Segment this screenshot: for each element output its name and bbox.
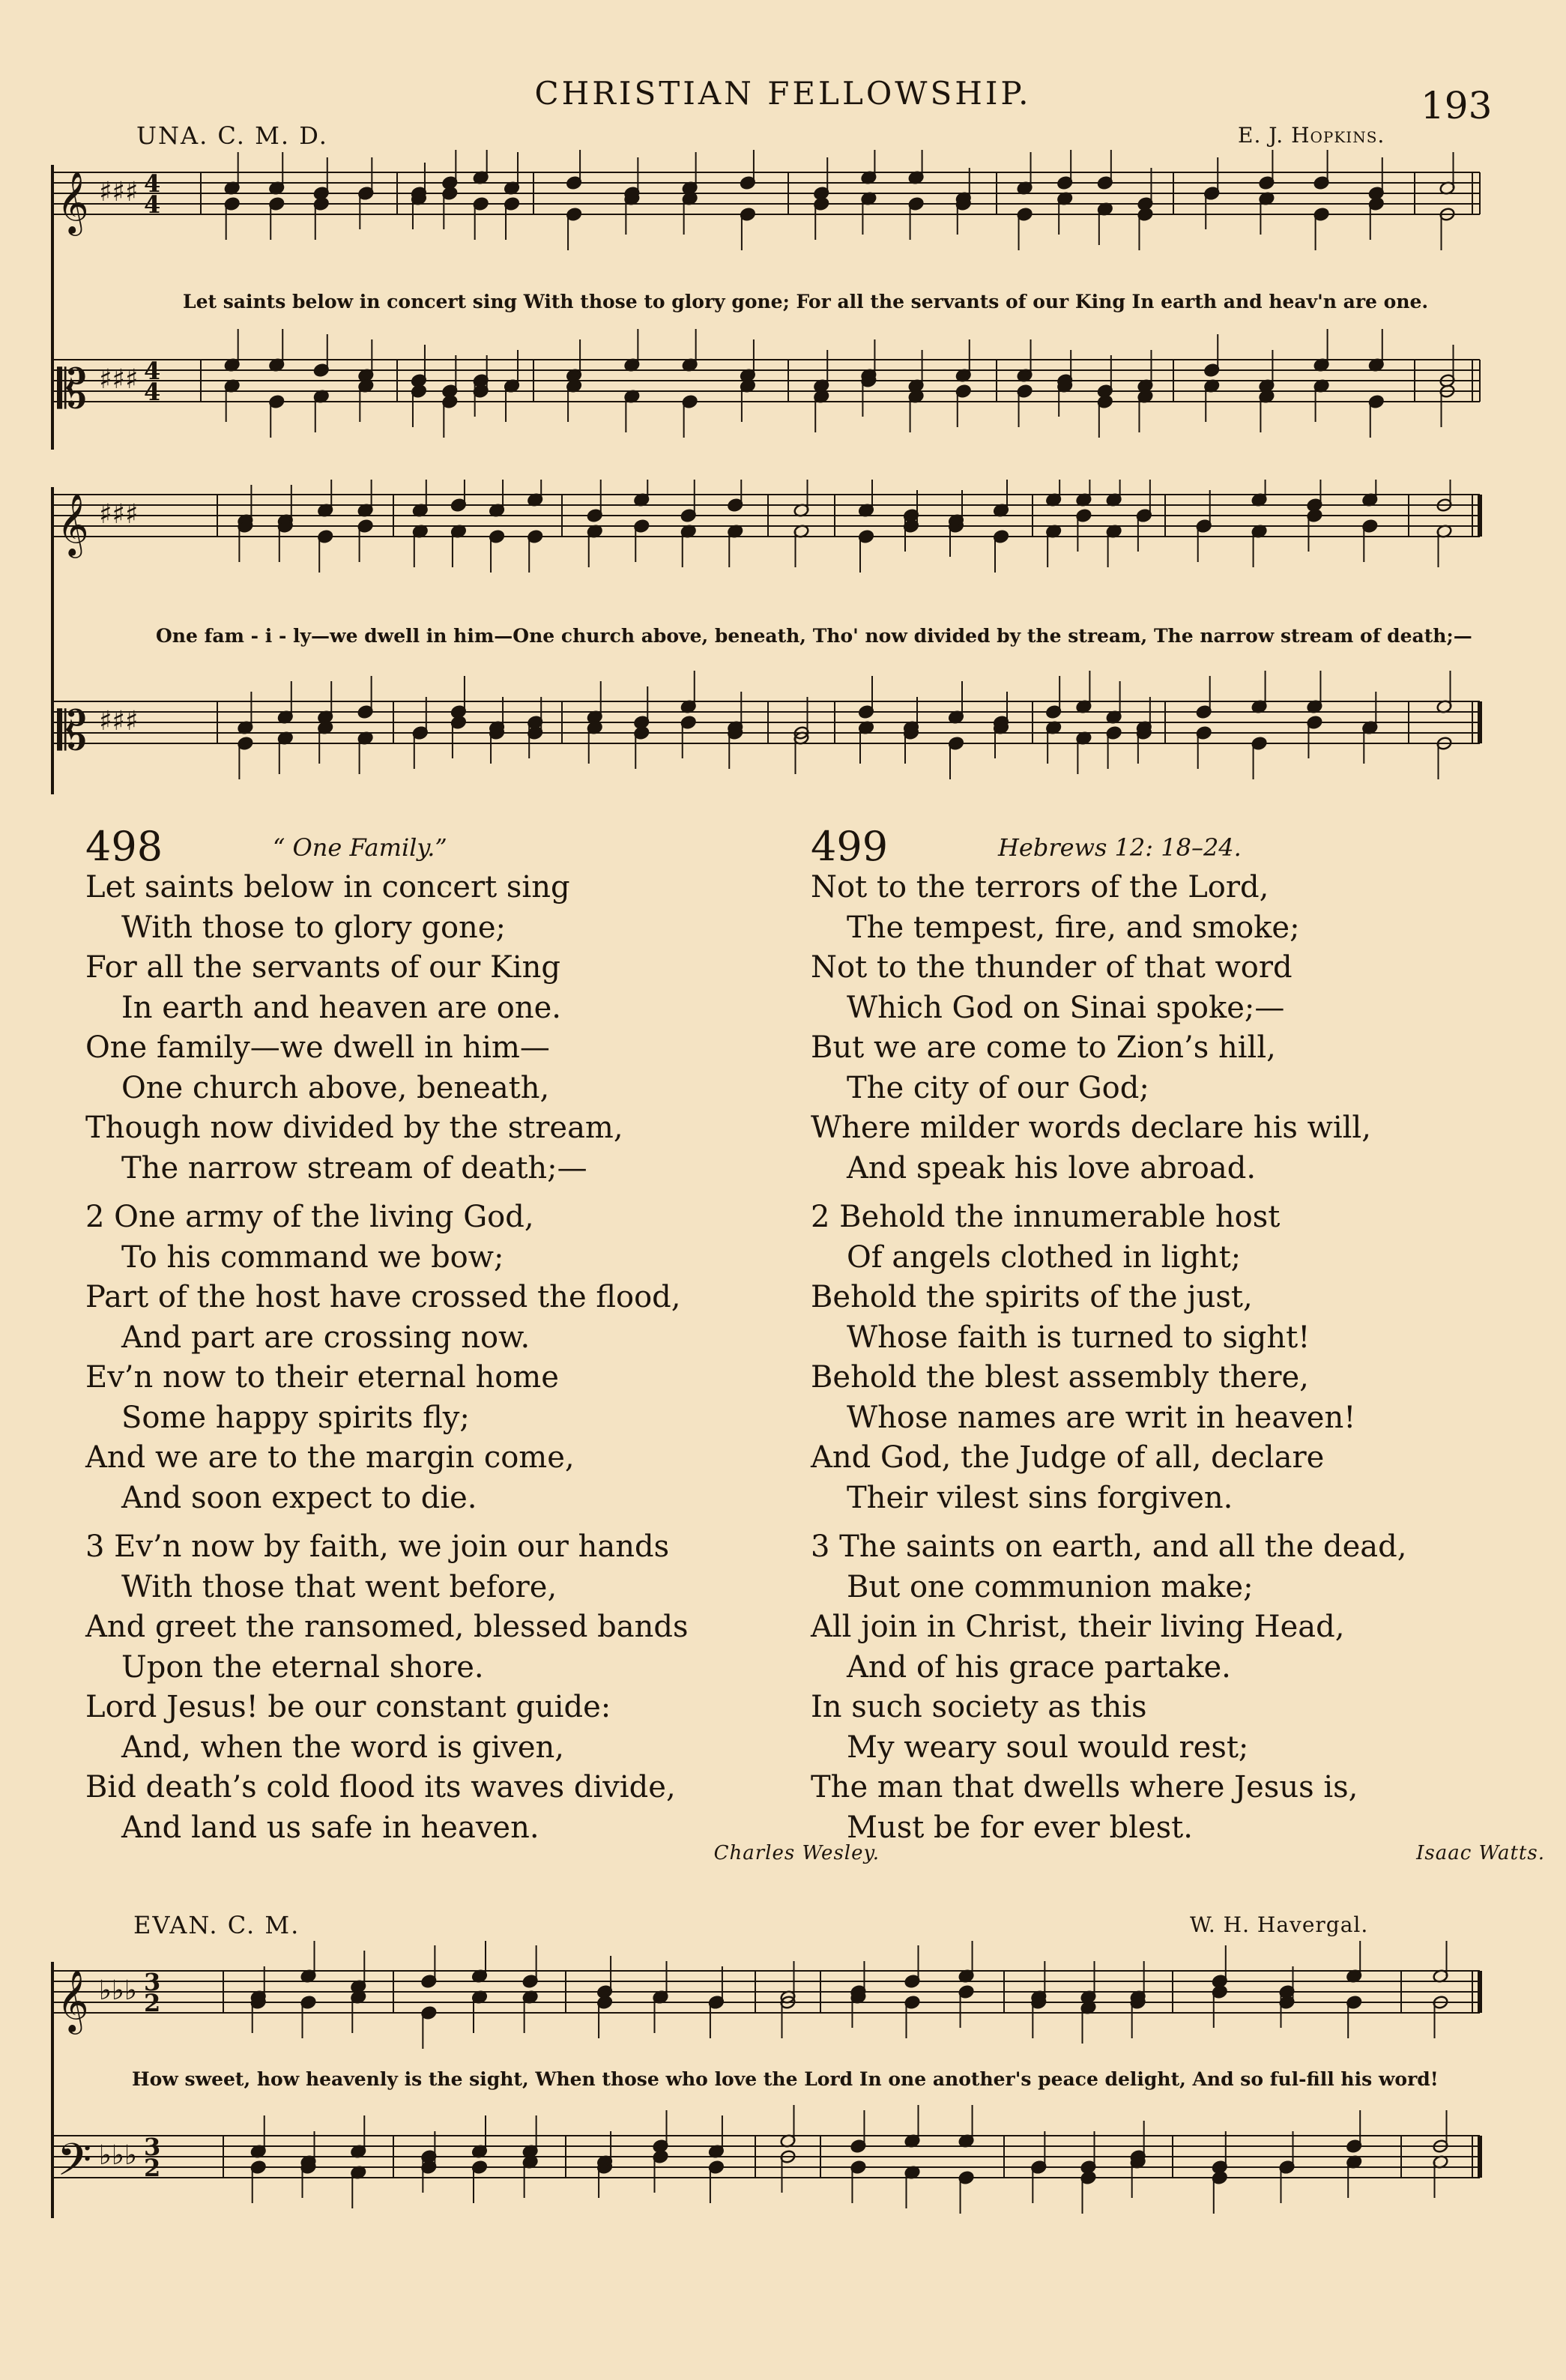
hymn-number: 498 [85, 823, 163, 870]
hymn-author: Charles Wesley. [713, 1842, 880, 1864]
verse-line: And we are to the margin come, [85, 1440, 575, 1475]
verse-line: And God, the Judge of all, declare [811, 1440, 1325, 1475]
verse-line: One family—we dwell in him— [85, 1030, 550, 1065]
verse-line: 3 Ev’n now by faith, we join our hands [85, 1529, 670, 1564]
lyrics-evan: How sweet, how heavenly is the sight, When those who love the Lord In one another's peace delight, And so ful-fill his word! [132, 2068, 1439, 2090]
verse-line: My weary soul would rest; [847, 1730, 1249, 1765]
tune-name-evan: EVAN. C. M. [133, 1911, 300, 1939]
clef-symbol: 𝄞 [57, 1969, 89, 2032]
verse-line: But we are come to Zion’s hill, [811, 1030, 1276, 1065]
verse-line: Of angels clothed in light; [847, 1239, 1242, 1275]
verse-line: One church above, beneath, [121, 1070, 550, 1105]
lyrics-una-line1: Let saints below in concert sing With those to glory gone; For all the servants of our King In earth and heav'n are one. [183, 291, 1429, 312]
verse-line: And soon expect to die. [121, 1480, 477, 1515]
verse-line: Though now divided by the stream, [85, 1111, 623, 1145]
page-number: 193 [1421, 84, 1493, 127]
verse-line: Behold the blest assembly there, [811, 1360, 1309, 1395]
time-signature: 4 [144, 190, 161, 219]
stanza [85, 868, 805, 1189]
verse-line: Lord Jesus! be our constant guide: [85, 1690, 611, 1724]
verse-line: And greet the ransomed, blessed bands [85, 1610, 689, 1644]
hymn-499 [811, 823, 1545, 1864]
verse-line: Not to the terrors of the Lord, [811, 870, 1269, 904]
verse-line: In earth and heaven are one. [121, 990, 562, 1025]
verse-line: The narrow stream of death;— [121, 1150, 587, 1186]
stanza [85, 1527, 805, 1848]
stanza [85, 1197, 805, 1518]
composer-evan-text: W. H. Havergal. [1190, 1912, 1369, 1937]
verse-line: Where milder words declare his will, [811, 1111, 1371, 1145]
clef-symbol: 𝄞 [57, 492, 89, 555]
verse-line: Which God on Sinai spoke;— [847, 990, 1285, 1025]
verse-line: 3 The saints on earth, and all the dead, [811, 1529, 1407, 1564]
time-signature: 3 [144, 2133, 161, 2161]
time-signature: 4 [144, 357, 161, 385]
verse-line: Whose names are writ in heaven! [847, 1400, 1356, 1435]
key-signature: ♯♯♯ [99, 706, 139, 737]
verse-line: The city of our God; [847, 1070, 1149, 1105]
verse-line: The man that dwells where Jesus is, [811, 1770, 1358, 1804]
composer-evan [1190, 1912, 1368, 1937]
verse-line: Must be for ever blest. [847, 1810, 1193, 1845]
clef-symbol: 𝄡 [57, 357, 88, 420]
verse-line: Ev’n now to their eternal home [85, 1360, 559, 1395]
key-signature: ♯♯♯ [99, 499, 139, 530]
hymn-subtitle: Hebrews 12: 18–24. [998, 833, 1242, 862]
verse-line: With those that went before, [121, 1569, 557, 1604]
verse-line: And land us safe in heaven. [121, 1810, 539, 1845]
verse-line: The tempest, fire, and smoke; [847, 910, 1300, 945]
section-title: CHRISTIAN FELLOWSHIP. [534, 75, 1032, 112]
stanza [811, 868, 1530, 1189]
music-system-evan [0, 1941, 1566, 2241]
verse-line: Bid death’s cold flood its waves divide, [85, 1770, 676, 1804]
verse-line: Their vilest sins forgiven. [847, 1480, 1233, 1515]
key-signature: ♭♭♭ [99, 1975, 137, 2006]
stanza [811, 1527, 1530, 1848]
verse-line: And of his grace partake. [847, 1649, 1231, 1685]
clef-symbol: 𝄞 [57, 170, 89, 233]
clef-symbol: 𝄢 [57, 2133, 92, 2196]
verse-line: Upon the eternal shore. [121, 1649, 484, 1685]
verse-line: Some happy spirits fly; [121, 1400, 470, 1435]
time-signature: 3 [144, 1968, 161, 1996]
time-signature: 4 [144, 169, 161, 198]
verse-line: 2 Behold the innumerable host [811, 1200, 1281, 1234]
key-signature: ♭♭♭ [99, 2140, 137, 2171]
verse-line: And speak his love abroad. [847, 1150, 1257, 1186]
verse-line: Not to the thunder of that word [811, 950, 1293, 985]
hymn-subtitle: “ One Family.” [273, 833, 447, 862]
verse-line: With those to glory gone; [121, 910, 506, 945]
verse-line: Part of the host have crossed the flood, [85, 1280, 681, 1314]
key-signature: ♯♯♯ [99, 177, 139, 208]
verse-line: To his command we bow; [121, 1239, 504, 1275]
verse-line: 2 One army of the living God, [85, 1200, 534, 1234]
time-signature: 2 [144, 2154, 161, 2182]
time-signature: 2 [144, 1989, 161, 2017]
clef-symbol: 𝄡 [57, 699, 88, 762]
hymn-author: Isaac Watts. [1416, 1842, 1545, 1864]
stanza [811, 1197, 1530, 1518]
verse-line: And part are crossing now. [121, 1320, 530, 1355]
time-signature: 4 [144, 378, 161, 406]
verse-line: In such society as this [811, 1690, 1147, 1724]
hymn-number: 499 [811, 823, 889, 870]
verse-line: All join in Christ, their living Head, [811, 1610, 1345, 1644]
verse-line: And, when the word is given, [121, 1730, 564, 1765]
verse-line: For all the servants of our King [85, 950, 561, 985]
verse-line: But one communion make; [847, 1569, 1254, 1604]
verse-line: Whose faith is turned to sight! [847, 1320, 1310, 1355]
lyrics-una-line2: One fam - i - ly—we dwell in him—One church above, beneath, Tho' now divided by the stream, The narrow stream of death;— [156, 625, 1472, 647]
composer-una: E. J. Hopkins. [1238, 123, 1385, 148]
verse-line: Let saints below in concert sing [85, 870, 570, 904]
tune-name-una: UNA. C. M. D. [136, 121, 328, 150]
key-signature: ♯♯♯ [99, 364, 139, 395]
verse-line: Behold the spirits of the just, [811, 1280, 1253, 1314]
